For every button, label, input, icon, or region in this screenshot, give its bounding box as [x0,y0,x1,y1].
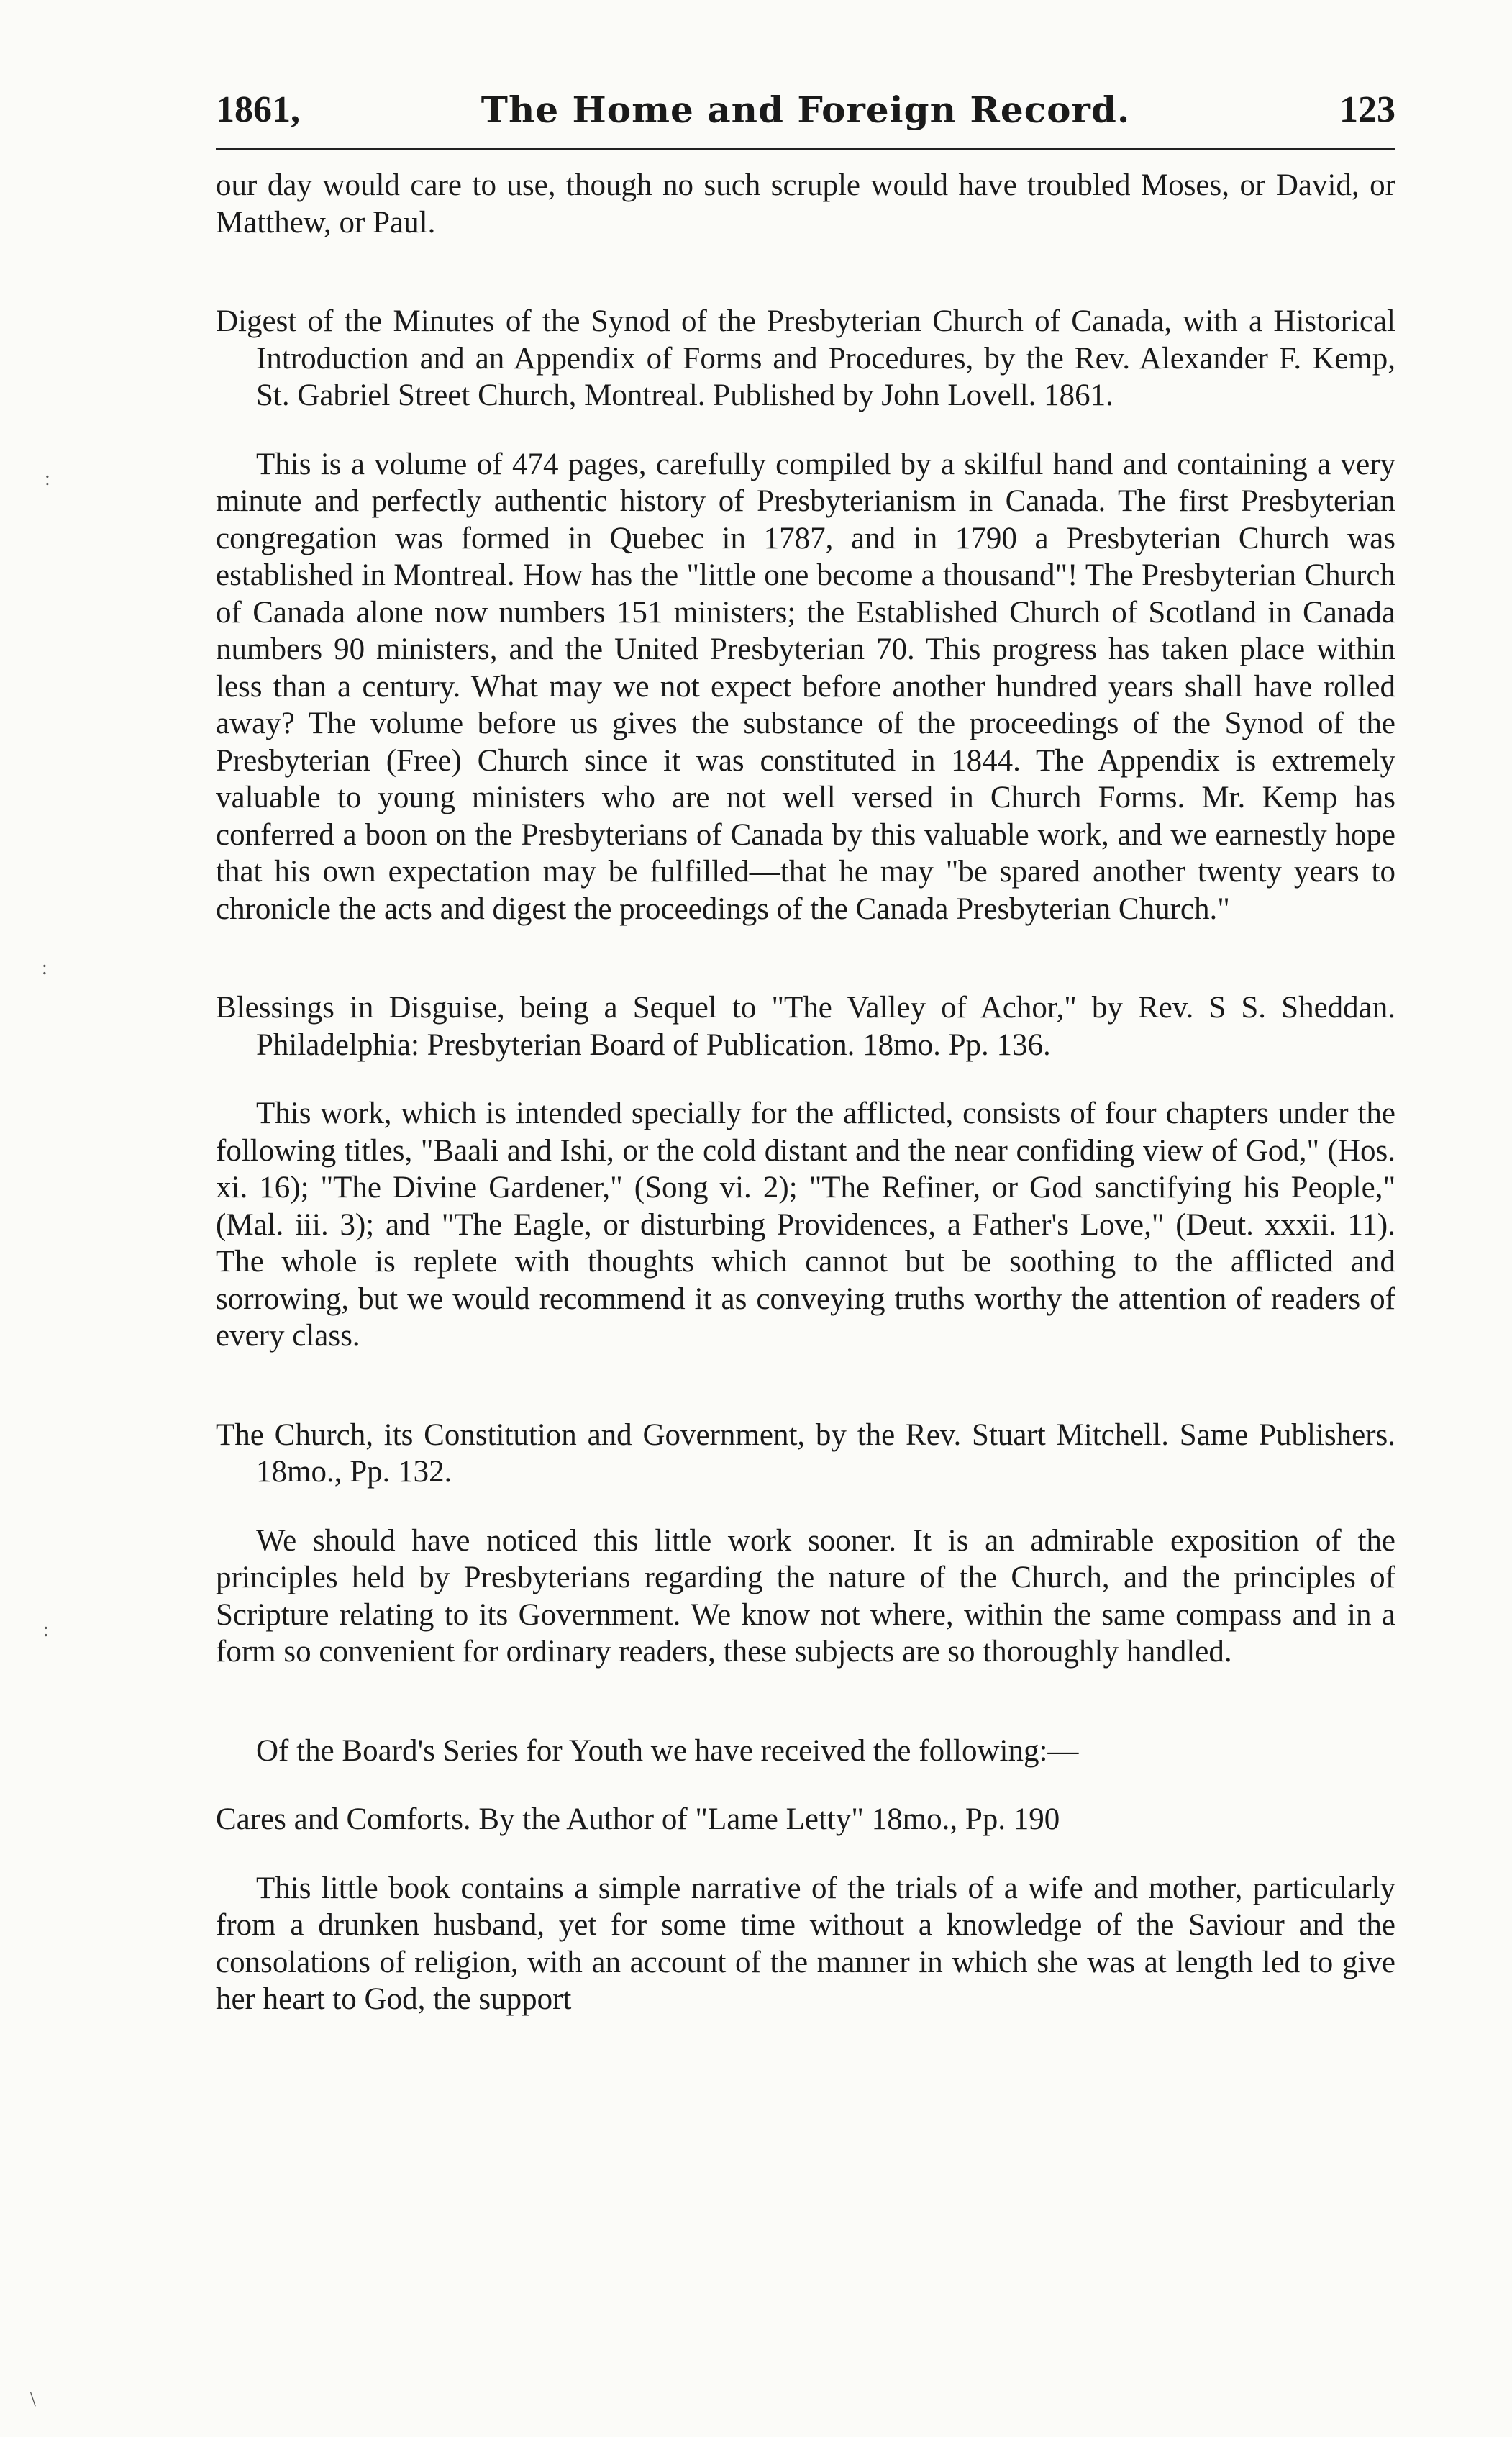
review-paragraph: This little book contains a simple narrative of the trials of a wife and mother, particularly from a drunken husband, yet for some time without a knowledge of the Saviour and the consolations of religion, with an account of the manner in which she was at length led to give her heart to God, the support [216,1871,1395,2016]
margin-marks [0,0,216,2437]
continued-paragraph: our day would care to use, though no such scruple would have troubled Moses, or David, or Matthew, or Paul. [216,168,1395,240]
margin-mark: \ [30,2389,36,2411]
page-number: 123 [1339,89,1395,130]
series-intro: Of the Board's Series for Youth we have received the following:— [256,1733,1079,1768]
review-entry-title: Cares and Comforts. By the Author of "Lame Letty" 18mo., Pp. 190 [216,1802,1060,1836]
page-content [216,167,1395,2018]
document-page [216,0,1395,2437]
margin-mark: : [45,468,50,490]
journal-title: The Home and Foreign Record. [481,89,1131,131]
running-header [216,85,1395,135]
header-year: 1861, [216,89,300,130]
margin-mark: : [42,957,47,979]
review-paragraph: We should have noticed this little work sooner. It is an admirable exposition of the principles held by Presbyterians regarding the nature of the Church, and the principles of Scripture relating to its Government. We know not where, within the same compass and in a form so convenient for ordinary readers, these subjects are so thoroughly handled. [216,1523,1395,1669]
header-rule [216,148,1395,150]
margin-mark: : [43,1619,49,1641]
review-paragraph: This is a volume of 474 pages, carefully compiled by a skilful hand and containing a very minute and perfectly authentic history of Presbyterianism in Canada. The first Presbyterian congregation was formed in Quebec in 1787, and in 1790 a Presbyterian Church was established in Montreal. How has the "little one become a thousand"! The Presbyterian Church of Canada alone now numbers 151 ministers; the Established Church of Scotland in Canada numbers 90 ministers, and the United Presbyterian 70. This progress has taken place within less than a century. What may we not expect before another hundred years shall have rolled away? The volume before us gives the substance of the proceedings of the Synod of the Presbyterian (Free) Church since it was constituted in 1844. The Appendix is extremely valuable to young ministers who are not well versed in Church Forms. Mr. Kemp has conferred a boon on the Presbyterians of Canada by this valuable work, and we earnestly hope that his own expectation may be fulfilled—that he may "be spared another twenty years to chronicle the acts and digest the proceedings of the Canada Presbyterian Church." [216,447,1395,926]
review-paragraph: This work, which is intended specially for the afflicted, consists of four chapters under the following titles, "Baali and Ishi, or the cold distant and the near confiding view of God," (Hos. xi. 16); "The Divine Gardener," (Song vi. 2); "The Refiner, or God sanctifying his People," (Mal. iii. 3); and "The Eagle, or disturbing Providences, a Father's Love," (Deut. xxxii. 11). The whole is replete with thoughts which cannot but be soothing to the afflicted and sorrowing, but we would recommend it as conveying truths worthy the attention of readers of every class. [216,1097,1395,1353]
review-entry-title: The Church, its Constitution and Government, by the Rev. Stuart Mitchell. Same Publishers. 18mo., Pp. 132. [216,1417,1395,1489]
review-entry-title: Blessings in Disguise, being a Sequel to "The Valley of Achor," by Rev. S S. Sheddan. Philadelphia: Presbyterian Board of Publication. 18mo. Pp. 136. [216,991,1395,1062]
review-entry-title: Digest of the Minutes of the Synod of the Presbyterian Church of Canada, with a Historical Introduction and an Appendix of Forms and Procedures, by the Rev. Alexander F. Kemp, St. Gabriel Street Church, Montreal. Published by John Lovell. 1861. [216,304,1395,412]
